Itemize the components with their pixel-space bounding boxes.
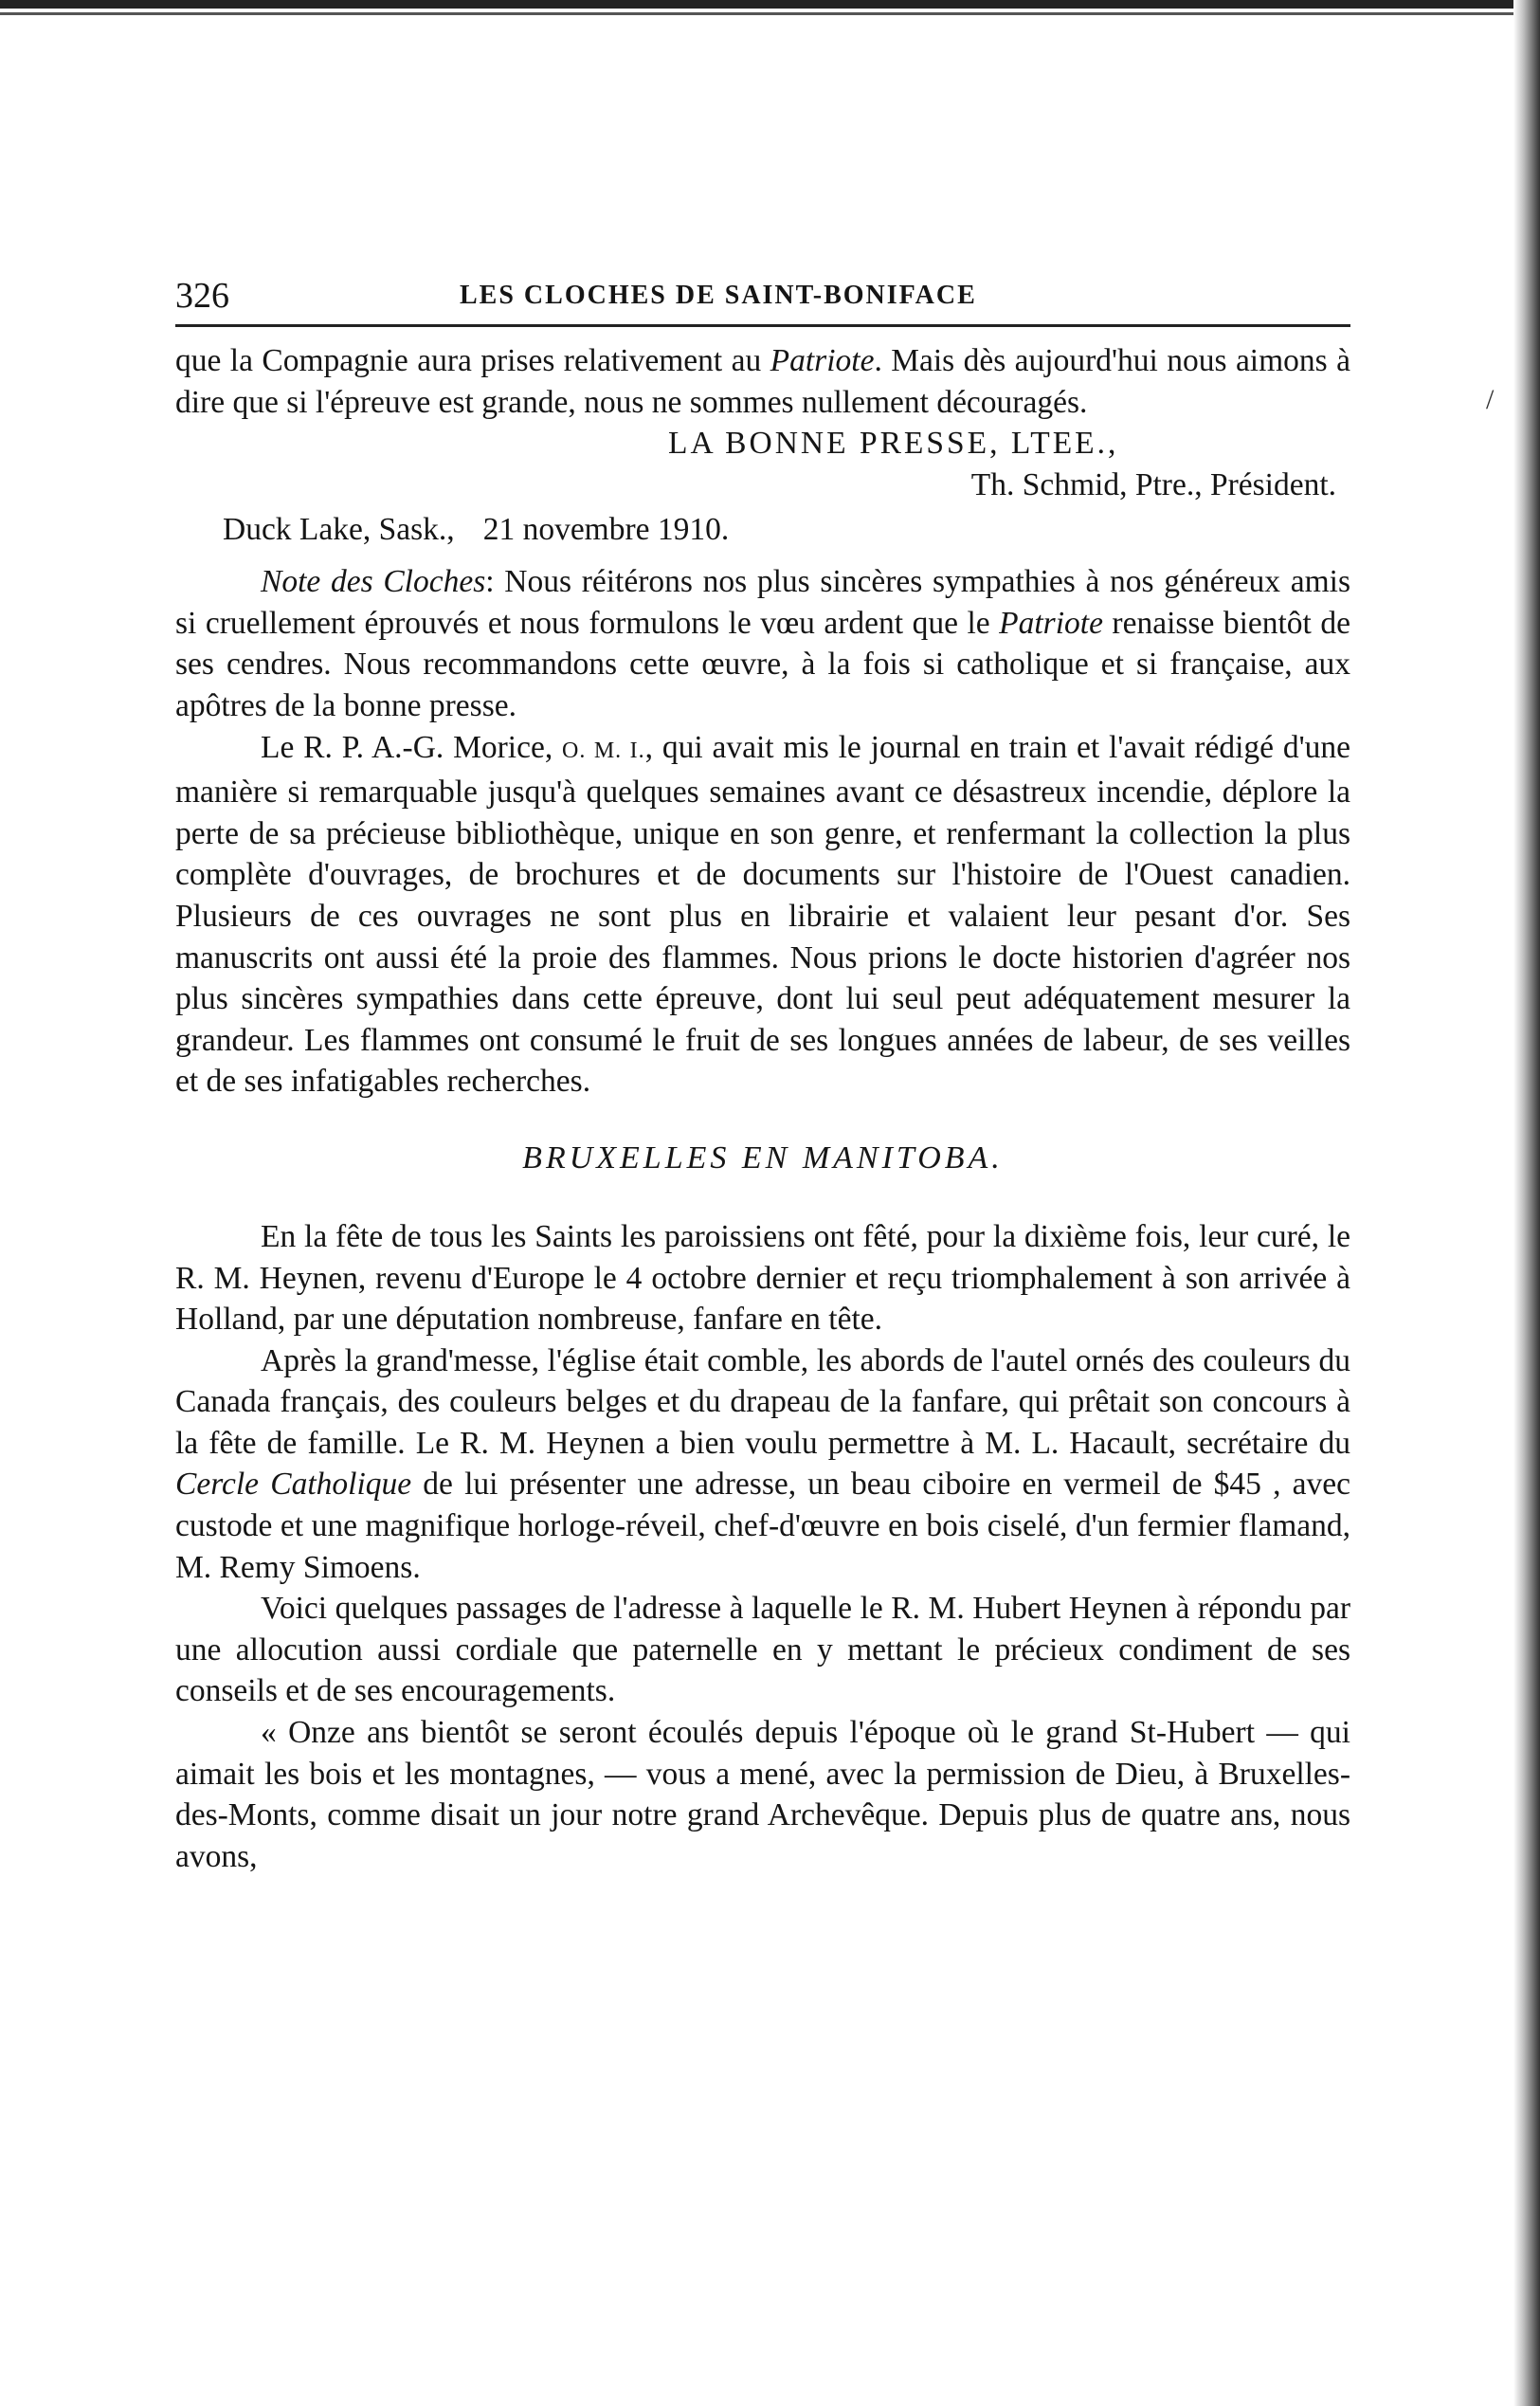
page-body (175, 275, 1350, 1877)
top-border-line (0, 12, 1540, 15)
note-p1-italic: Patriote (999, 605, 1103, 641)
section-paragraph-1: En la fête de tous les Saints les paroissiens ont fêté, pour la dixième fois, leur curé, le R. M. Heynen, revenu d'Europe le 4 octobre dernier et reçu triomphalement à son arrivée à Holland, par une députation nombreuse, fanfare en tête. (175, 1218, 1350, 1338)
section-p2-text-b: de lui présenter une adresse, un beau ciboire en vermeil de $45 , avec custode et une magnifique horloge-réveil, chef-d'œuvre en bois ciselé, d'un fermier flamand, M. Remy Simoens. (175, 1467, 1351, 1585)
page-number: 326 (175, 276, 229, 316)
signature-name: Th. Schmid, Ptre., Président. (970, 467, 1336, 503)
section-title: BRUXELLES EN MANITOBA. (522, 1139, 1004, 1176)
section-p2-italic: Cercle Catholique (175, 1467, 412, 1503)
note-label: Note des Cloches (261, 564, 486, 600)
section-p2-text-a: Après la grand'messe, l'église était comble, les abords de l'autel ornés des couleurs du Canada français, des couleurs belges et du drapeau de la fanfare, qui prêtait son concours à la fête de famille. Le R. M. Heynen a bien voulu permettre à M. L. Hacault, secrétaire du (175, 1342, 1350, 1461)
running-title: LES CLOCHES DE SAINT-BONIFACE (460, 281, 977, 310)
note-paragraph-1 (175, 561, 1350, 726)
letter-closing-text-a: que la Compagnie aura prises relativement au (175, 343, 770, 378)
note-paragraph-2 (175, 727, 1350, 1103)
note-p2-omi: O. M. I. (562, 738, 645, 763)
letter-closing-paragraph (175, 340, 1350, 423)
section-paragraph-2 (175, 1340, 1350, 1589)
dateline-date: 21 novembre 1910. (482, 512, 730, 548)
dateline (175, 506, 1350, 554)
running-head (175, 275, 1350, 322)
top-border (0, 0, 1540, 9)
note-p2-text-a: Le R. P. A.-G. Morice, (261, 729, 563, 765)
margin-mark: / (1486, 384, 1495, 415)
note-p1-text-b: renaisse bientôt de ses cendres. Nous recommandons cette œuvre, à la fois si catholique et si française, aux apôtres de la bonne presse. (175, 605, 1350, 723)
section-paragraph-3: Voici quelques passages de l'adresse à laquelle le R. M. Hubert Heynen à répondu par une allocution aussi cordiale que paternelle en y mettant le précieux condiment de ses conseils et de ses encouragements. (175, 1591, 1350, 1709)
letter-closing-italic: Patriote (770, 343, 875, 378)
note-p2-text-b: , qui avait mis le journal en train et l'avait rédigé d'une manière si remarquable jusqu'à quelques semaines avant ce désastreux incendie, déplore la perte de sa précieuse bibliothèque, unique en son genre, et renfermant la collection la plus complète d'ouvrages, de brochures et de documents sur l'histoire de l'Ouest canadien. Plusieurs de ces ouvrages ne sont plus en librairie et valaient leur pesant d'or. Ses manuscrits ont aussi été la proie des flammes. Nous prions le docte historien d'agréer nos plus sincères sympathies dans cette épreuve, dont lui seul peut adéquatement mesurer la grandeur. Les flammes ont consumé le fruit de ses longues années de labeur, de ses veilles et de ses infatigables recherches. (175, 729, 1350, 1100)
section-paragraph-4: « Onze ans bientôt se seront écoulés depuis l'époque où le grand St-Hubert — qui aimait les bois et les montagnes, — vous a mené, avec la permission de Dieu, à Bruxelles-des-Monts, comme disait un jour notre grand Archevêque. Depuis plus de quatre ans, nous avons, (175, 1715, 1350, 1874)
note-p1-text-a: : Nous réitérons nos plus sincères sympathies à nos généreux amis si cruellement éprouvés et nous formulons le vœu ardent que le (175, 564, 1350, 641)
header-rule (175, 324, 1350, 327)
signature-organization: LA BONNE PRESSE, LTEE., (668, 426, 1119, 462)
dateline-place: Duck Lake, Sask., (223, 512, 455, 548)
page-edge-shadow (1513, 0, 1540, 2406)
letter-closing-text-b: . Mais dès aujourd'hui nous aimons à dire que si l'épreuve est grande, nous ne sommes nullement découragés. (175, 343, 1350, 420)
